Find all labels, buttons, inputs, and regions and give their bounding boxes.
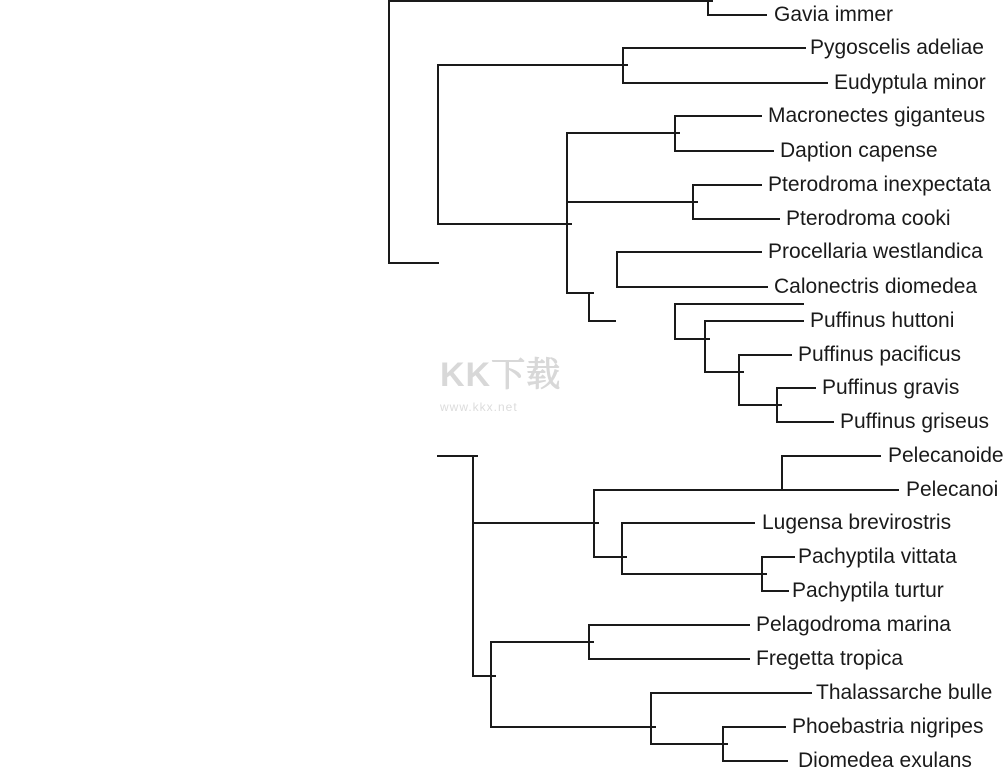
branch-vertical bbox=[472, 455, 474, 675]
branch-horizontal bbox=[622, 47, 806, 49]
taxon-label: Pelagodroma marina bbox=[756, 613, 951, 636]
taxon-label: Gavia immer bbox=[774, 3, 894, 26]
branch-vertical bbox=[593, 489, 595, 556]
branch-vertical bbox=[616, 251, 618, 286]
taxon-label: Puffinus griseus bbox=[840, 410, 990, 433]
taxon-label: Macronectes giganteus bbox=[768, 104, 986, 127]
taxon-label: Fregetta tropica bbox=[756, 647, 904, 670]
taxon-label: Phoebastria nigripes bbox=[792, 715, 984, 738]
branch-horizontal bbox=[388, 262, 439, 264]
branch-vertical bbox=[566, 132, 568, 292]
branch-horizontal bbox=[692, 218, 780, 220]
branch-vertical bbox=[490, 641, 492, 726]
branch-horizontal bbox=[674, 150, 774, 152]
branch-horizontal bbox=[388, 0, 713, 2]
branch-horizontal bbox=[761, 556, 795, 558]
branch-vertical bbox=[776, 387, 778, 421]
branch-vertical bbox=[722, 726, 724, 760]
branch-horizontal bbox=[616, 286, 768, 288]
branch-horizontal bbox=[588, 658, 750, 660]
taxon-label: Procellaria westlandica bbox=[768, 240, 983, 263]
branch-horizontal bbox=[588, 624, 750, 626]
branch-vertical bbox=[650, 692, 652, 743]
taxon-label: Pterodroma inexpectata bbox=[768, 173, 991, 196]
branch-horizontal bbox=[566, 201, 698, 203]
branch-horizontal bbox=[674, 115, 762, 117]
branch-vertical bbox=[738, 354, 740, 404]
taxon-label: Calonectris diomedea bbox=[774, 275, 978, 298]
watermark-sub-text: www.kkx.net bbox=[440, 400, 518, 414]
branch-horizontal bbox=[722, 760, 788, 762]
branch-horizontal bbox=[566, 132, 680, 134]
branch-horizontal bbox=[776, 387, 816, 389]
taxon-label: Pygoscelis adeliae bbox=[810, 36, 984, 59]
branch-vertical bbox=[588, 292, 590, 320]
branch-horizontal bbox=[781, 489, 899, 491]
taxon-label: Pterodroma cooki bbox=[786, 207, 951, 230]
branch-horizontal bbox=[776, 421, 834, 423]
branch-horizontal bbox=[692, 184, 762, 186]
taxon-label: Daption capense bbox=[780, 139, 938, 162]
taxon-label: Pachyptila vittata bbox=[798, 545, 957, 568]
taxon-label: Diomedea exulans bbox=[798, 749, 972, 772]
branch-horizontal bbox=[437, 64, 628, 66]
branch-vertical bbox=[674, 115, 676, 150]
branch-horizontal bbox=[490, 641, 594, 643]
branch-vertical bbox=[781, 455, 783, 489]
branch-horizontal bbox=[472, 675, 496, 677]
branch-horizontal bbox=[621, 522, 755, 524]
branch-horizontal bbox=[621, 573, 767, 575]
branch-horizontal bbox=[781, 455, 881, 457]
branch-vertical bbox=[704, 320, 706, 371]
branch-horizontal bbox=[722, 726, 786, 728]
taxon-label: Lugensa brevirostris bbox=[762, 511, 952, 534]
branch-vertical bbox=[707, 0, 709, 14]
branch-horizontal bbox=[490, 726, 656, 728]
branch-horizontal bbox=[761, 590, 789, 592]
watermark-main-text: KK下载 bbox=[440, 356, 562, 394]
taxon-label: Pachyptila turtur bbox=[792, 579, 944, 602]
branch-vertical bbox=[588, 624, 590, 658]
branch-vertical bbox=[622, 47, 624, 82]
branch-vertical bbox=[761, 556, 763, 590]
branch-horizontal bbox=[588, 320, 616, 322]
taxon-label: Thalassarche bulle bbox=[816, 681, 993, 704]
branch-horizontal bbox=[593, 489, 787, 491]
branch-vertical bbox=[388, 0, 390, 262]
branch-horizontal bbox=[674, 303, 804, 305]
watermark bbox=[440, 358, 590, 428]
branch-horizontal bbox=[472, 522, 599, 524]
branch-horizontal bbox=[650, 743, 728, 745]
taxon-label: Pelecanoide bbox=[888, 444, 1004, 467]
branch-horizontal bbox=[704, 320, 804, 322]
branch-horizontal bbox=[650, 692, 812, 694]
branch-horizontal bbox=[616, 251, 762, 253]
taxon-label: Puffinus huttoni bbox=[810, 309, 955, 332]
branch-horizontal bbox=[707, 14, 767, 16]
taxon-label: Puffinus pacificus bbox=[798, 343, 962, 366]
branch-vertical bbox=[674, 303, 676, 338]
branch-vertical bbox=[621, 522, 623, 573]
branch-horizontal bbox=[437, 223, 572, 225]
taxon-label: Puffinus gravis bbox=[822, 376, 960, 399]
taxon-label: Eudyptula minor bbox=[834, 71, 986, 94]
taxon-label: Pelecanoi bbox=[906, 478, 999, 501]
branch-vertical bbox=[437, 64, 439, 223]
branch-horizontal bbox=[622, 82, 828, 84]
branch-horizontal bbox=[738, 354, 792, 356]
branch-vertical bbox=[692, 184, 694, 218]
